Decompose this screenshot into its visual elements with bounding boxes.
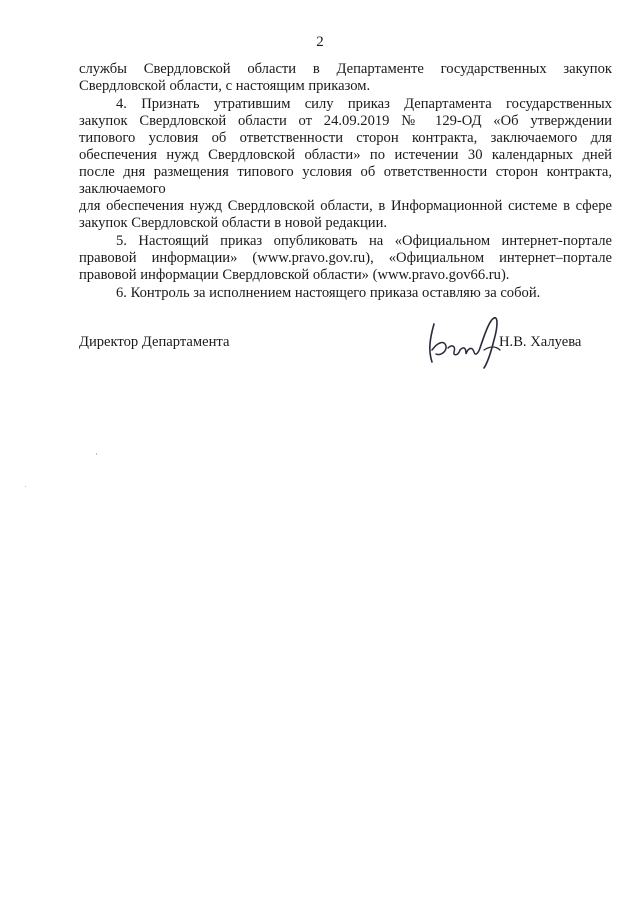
paragraph-line: 5. Настоящий приказ опубликовать на «Официальном интернет-портале xyxy=(116,233,612,249)
handwritten-signature xyxy=(420,310,510,370)
paragraph-line: типового условия об ответственности сторон контракта, заключаемого для xyxy=(79,130,612,146)
paragraph-line: службы Свердловской области в Департаменте государственных закупок xyxy=(79,61,612,77)
paragraph-line: закупок Свердловской области в новой редакции. xyxy=(79,215,388,231)
paragraph-line: правовой информации» (www.pravo.gov.ru), «Официальном интернет–портале xyxy=(79,250,612,266)
signer-name: Н.В. Халуева xyxy=(499,334,582,350)
paragraph-line: 4. Признать утратившим силу приказ Департамента государственных xyxy=(116,96,612,112)
scan-speck xyxy=(25,486,26,487)
paragraph-line: для обеспечения нужд Свердловской области, в Информационной системе в сфере xyxy=(79,198,612,214)
paragraph-line: заключаемого xyxy=(79,181,166,197)
paragraph-line: закупок Свердловской области от 24.09.2019 № 129-ОД «Об утверждении xyxy=(79,113,612,129)
paragraph-line: 6. Контроль за исполнением настоящего приказа оставляю за собой. xyxy=(116,285,541,301)
paragraph-line: правовой информации Свердловской области» (www.pravo.gov66.ru). xyxy=(79,267,510,283)
position-title: Директор Департамента xyxy=(79,334,230,350)
paragraph-line: Свердловской области, с настоящим приказом. xyxy=(79,78,371,94)
paragraph-line: обеспечения нужд Свердловской области» по истечении 30 календарных дней xyxy=(79,147,612,163)
paragraph-line: после дня размещения типового условия об ответственности сторон контракта, xyxy=(79,164,612,180)
page-number: 2 xyxy=(316,34,324,50)
scan-speck xyxy=(96,453,97,455)
